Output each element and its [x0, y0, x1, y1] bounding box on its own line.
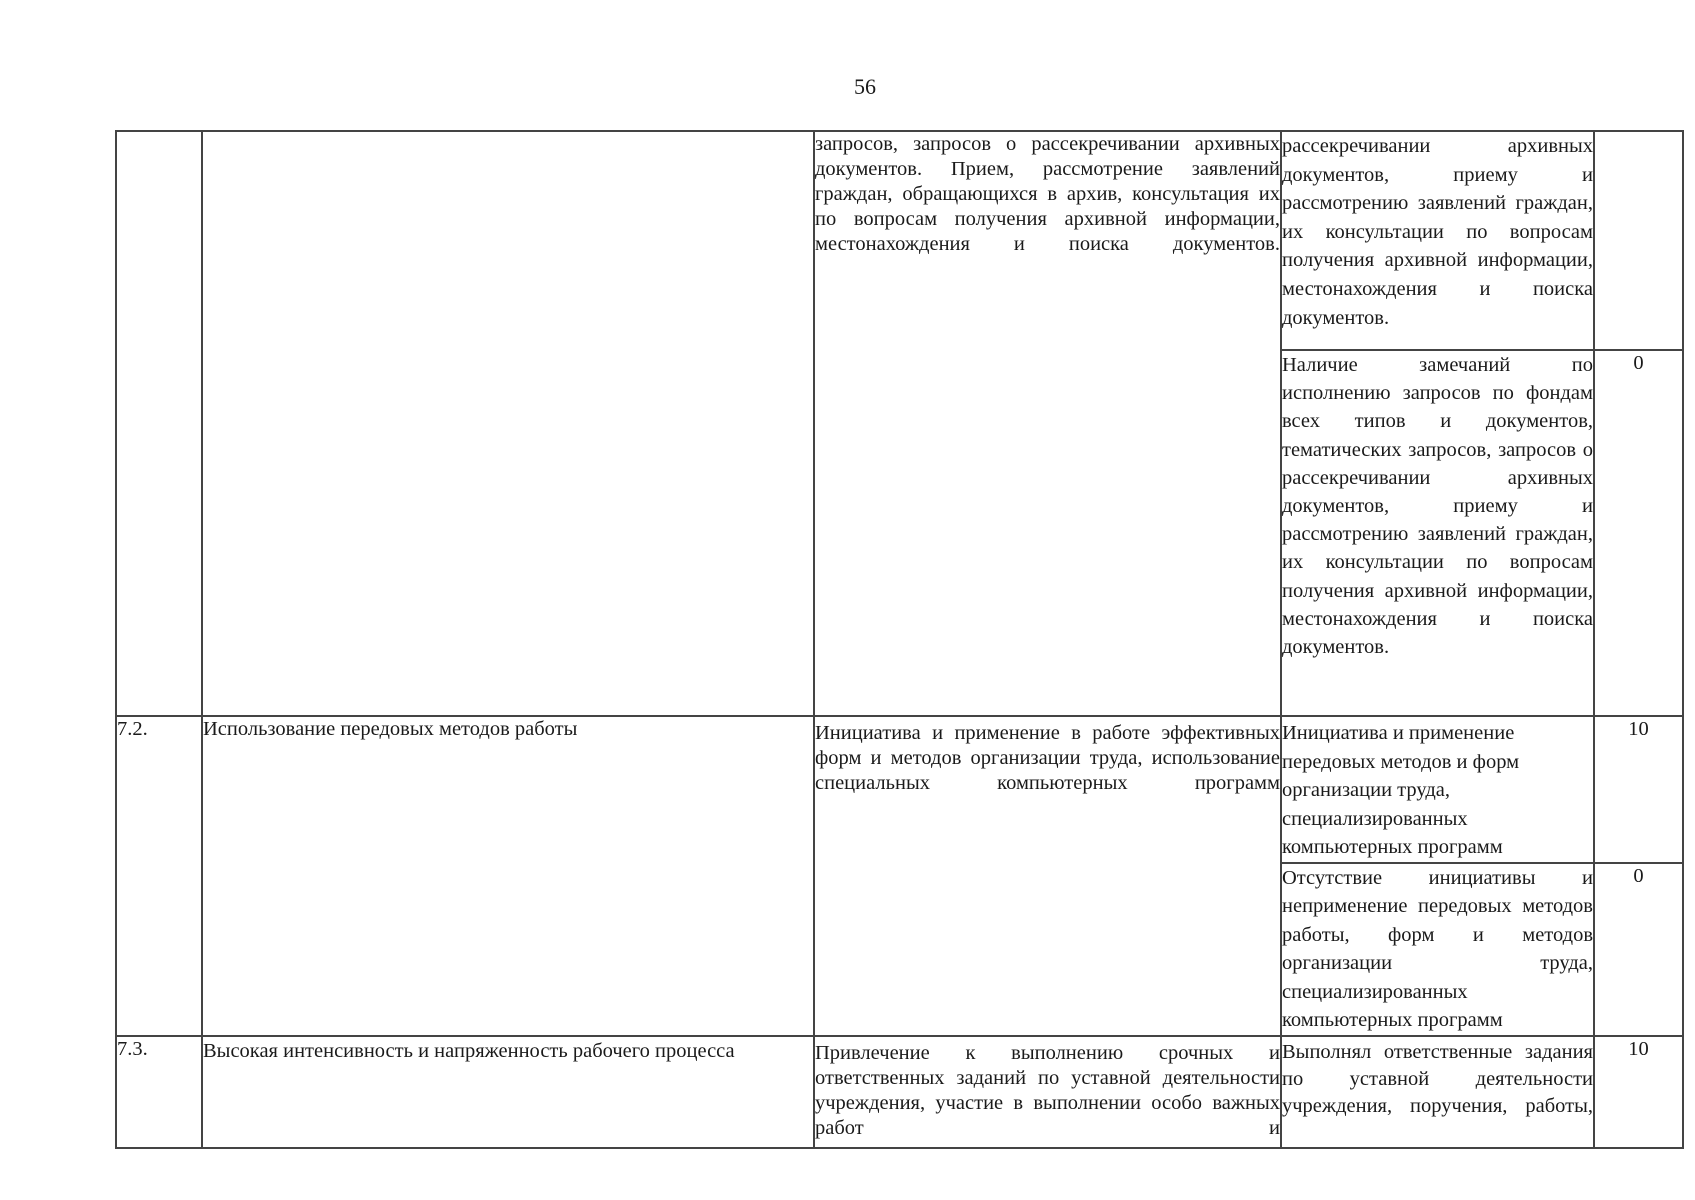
table-row [116, 1036, 1683, 1148]
description-cell: Привлечение к выполнению срочных и ответственных заданий по уставной деятельности учреждения, участие в выполнении особо важных работ и [814, 1036, 1281, 1148]
points-cell: 10 [1594, 1036, 1683, 1148]
description-cell: запросов, запросов о рассекречивании архивных документов. Прием, рассмотрение заявлений граждан, обращающихся в архив, консультация их по вопросам получения архивной информации, местонахождения и поиска документов. [814, 131, 1281, 716]
criterion-cell: Высокая интенсивность и напряженность рабочего процесса [202, 1036, 814, 1148]
points-cell: 0 [1594, 863, 1683, 1036]
indicator-cell: рассекречивании архивных документов, приему и рассмотрению заявлений граждан, их консультации по вопросам получения архивной информации, местонахождения и поиска документов. [1281, 131, 1594, 350]
description-cell: Инициатива и применение в работе эффективных форм и методов организации труда, использование специальных компьютерных программ [814, 716, 1281, 1036]
criteria-table [115, 130, 1684, 1149]
points-cell [1594, 131, 1683, 350]
indicator-cell: Выполнял ответственные задания по уставной деятельности учреждения, поручения, работы, [1281, 1036, 1594, 1148]
page-number: 56 [854, 74, 876, 99]
indicator-cell: Инициатива и применение передовых методов и форм организации труда, специализированных компьютерных программ [1281, 716, 1594, 863]
table-row [116, 716, 1683, 863]
criterion-cell [202, 131, 814, 716]
indicator-cell: Наличие замечаний по исполнению запросов по фондам всех типов и документов, тематических запросов, запросов о рассекречивании архивных документов, приему и рассмотрению заявлений граждан, их консультации по вопросам получения архивной информации, местонахождения и поиска документов. [1281, 350, 1594, 716]
criterion-cell: Использование передовых методов работы [202, 716, 814, 1036]
points-cell: 10 [1594, 716, 1683, 863]
indicator-cell: Отсутствие инициативы и неприменение передовых методов работы, форм и методов организации труда, специализированных компьютерных программ [1281, 863, 1594, 1036]
row-number-cell: 7.2. [116, 716, 202, 1036]
row-number-cell [116, 131, 202, 716]
table-row [116, 131, 1683, 350]
row-number-cell: 7.3. [116, 1036, 202, 1148]
points-cell: 0 [1594, 350, 1683, 716]
